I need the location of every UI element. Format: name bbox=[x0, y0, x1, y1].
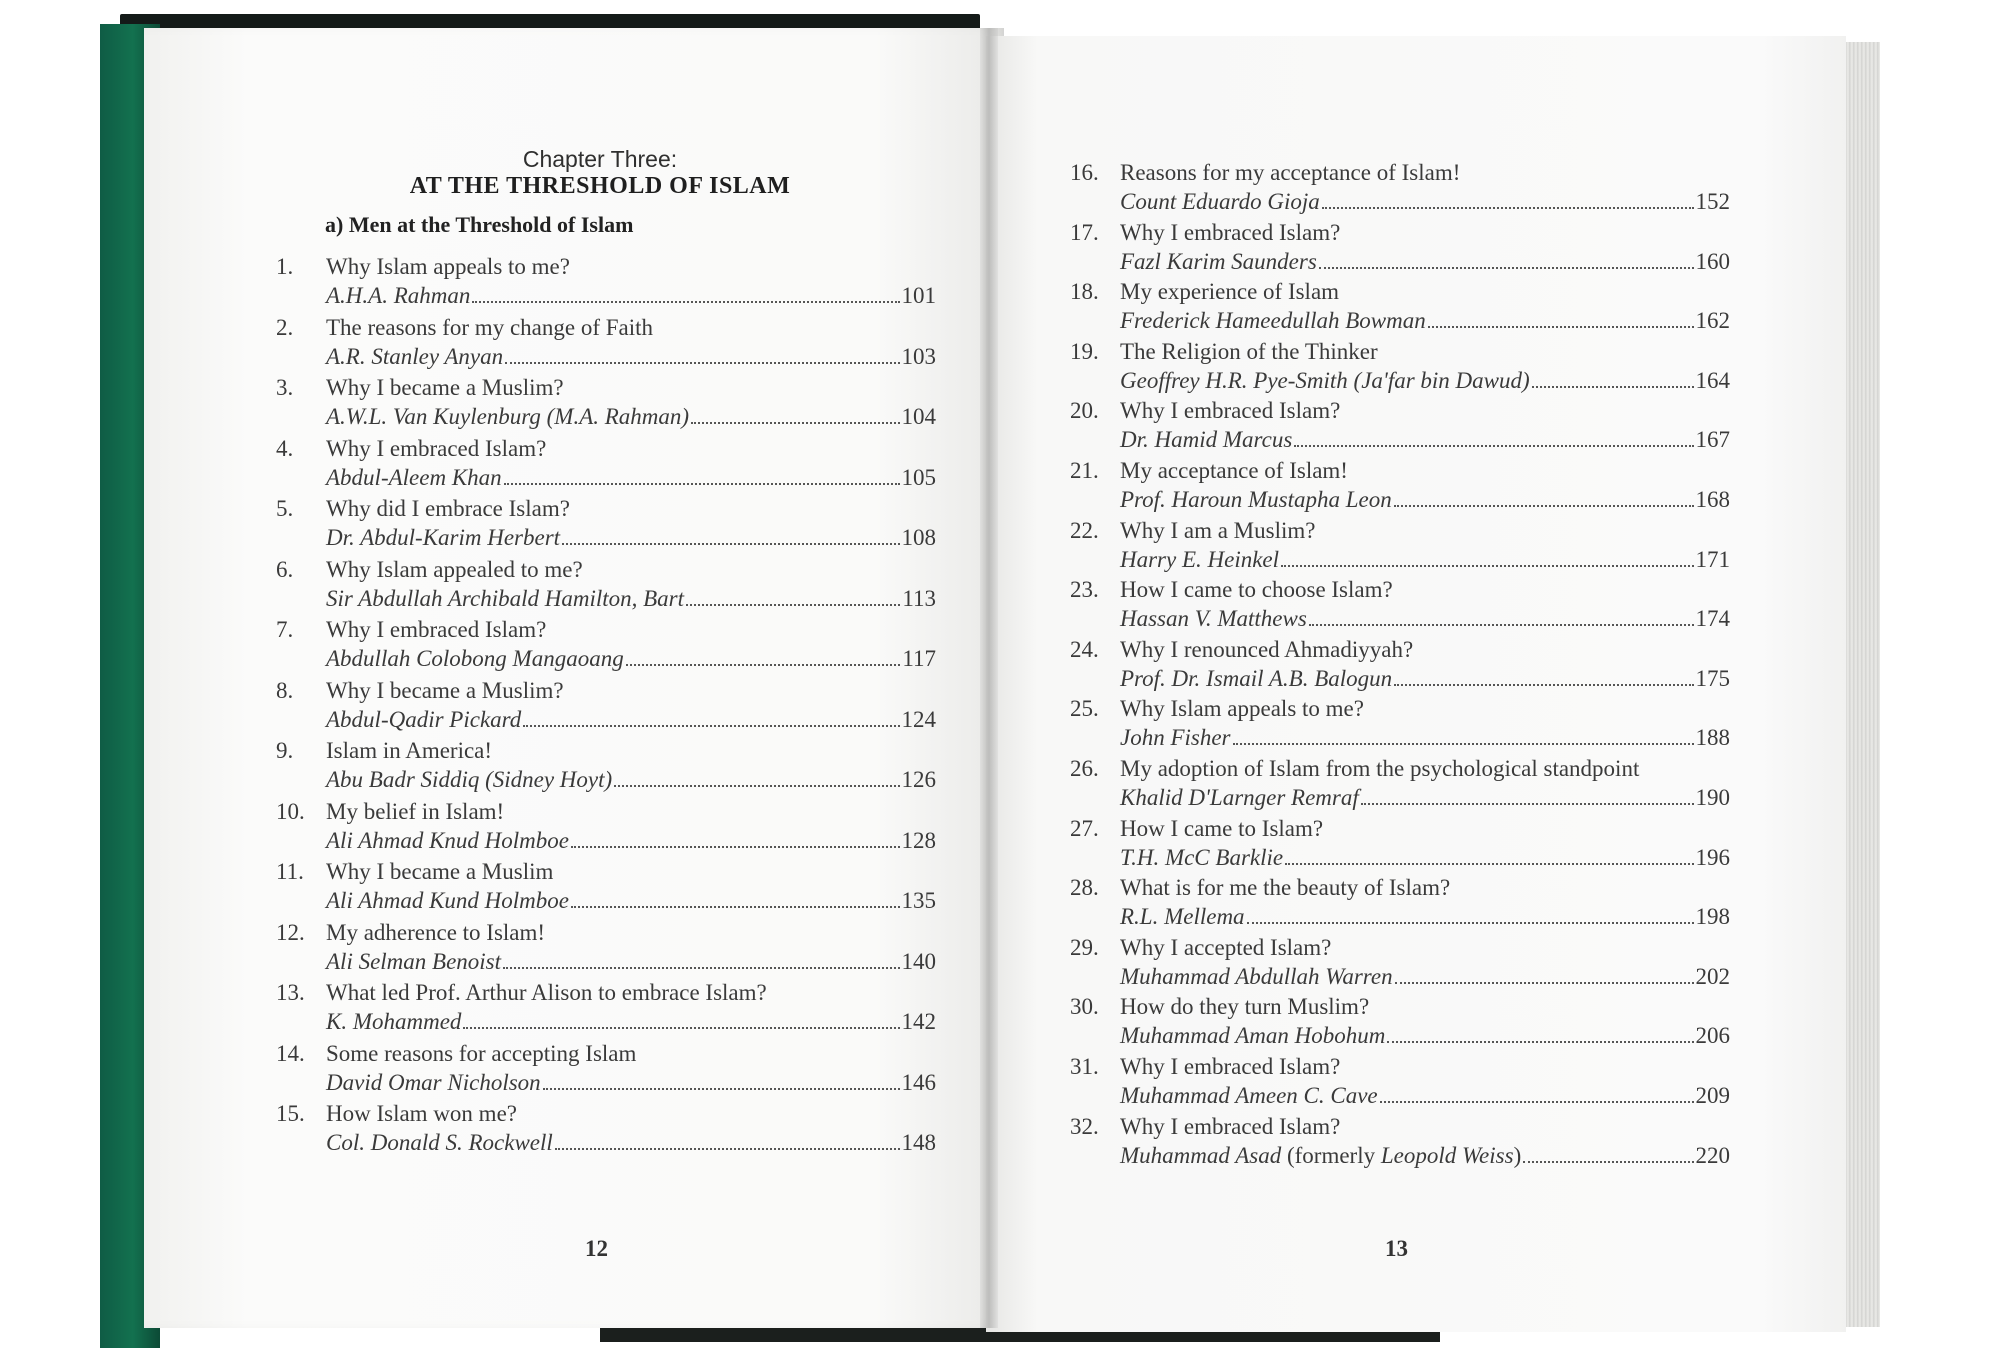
section-subheading: a) Men at the Threshold of Islam bbox=[325, 212, 634, 237]
toc-entry-author: Khalid D'Larnger Remraf bbox=[1120, 785, 1359, 810]
toc-leader-dots bbox=[686, 604, 900, 606]
toc-entry-number: 5. bbox=[276, 496, 294, 521]
page-number-left: 12 bbox=[585, 1236, 608, 1261]
toc-entry-title: The Religion of the Thinker bbox=[1120, 338, 1378, 364]
toc-entry-author-line bbox=[1120, 425, 1730, 454]
toc-entry-page: 167 bbox=[1695, 427, 1730, 453]
toc-entry-author: Col. Donald S. Rockwell bbox=[326, 1130, 553, 1155]
toc-entry-author-line bbox=[1120, 485, 1730, 514]
toc-entry-author: Abu Badr Siddiq (Sidney Hoyt) bbox=[326, 767, 613, 792]
toc-entry-author bbox=[1120, 1141, 1521, 1170]
toc-entry-author-line bbox=[1120, 962, 1730, 991]
toc-entry-page: 152 bbox=[1695, 189, 1730, 214]
toc-entry-title: Why I embraced Islam? bbox=[1120, 1054, 1341, 1079]
toc-entry-author-line bbox=[1120, 306, 1730, 335]
toc-leader-dots bbox=[505, 362, 899, 364]
toc-entry-page: 190 bbox=[1695, 785, 1730, 810]
toc-entry-author-line bbox=[326, 705, 936, 734]
toc-entry-author: Frederick Hameedullah Bowman bbox=[1120, 308, 1426, 334]
toc-entry-number: 16. bbox=[1070, 160, 1099, 185]
toc-entry-author-line bbox=[326, 1007, 936, 1036]
page-number-right: 13 bbox=[1385, 1236, 1408, 1261]
toc-leader-dots bbox=[1294, 445, 1693, 447]
toc-entry-author: Muhammad Aman Hobohum bbox=[1120, 1023, 1386, 1049]
toc-entry-number: 14. bbox=[276, 1040, 305, 1066]
toc-leader-dots bbox=[1394, 684, 1693, 686]
toc-leader-dots bbox=[504, 483, 900, 485]
toc-entry-page: 126 bbox=[901, 767, 936, 792]
toc-entry-page: 171 bbox=[1695, 546, 1730, 572]
toc-entry-page: 196 bbox=[1695, 844, 1730, 870]
toc-entry-page: 209 bbox=[1695, 1083, 1730, 1108]
toc-entry-title: My adoption of Islam from the psychological standpoint bbox=[1120, 756, 1640, 781]
toc-entry-number: 24. bbox=[1070, 636, 1099, 662]
book-gutter bbox=[980, 28, 998, 1328]
toc-entry-page: 148 bbox=[901, 1130, 936, 1155]
toc-entry-number: 11. bbox=[276, 859, 304, 884]
toc-entry-author: Fazl Karim Saunders bbox=[1120, 248, 1317, 274]
toc-entry-number: 32. bbox=[1070, 1113, 1099, 1139]
toc-entry-page: 142 bbox=[901, 1009, 936, 1034]
toc-entry-title: Why I became a Muslim? bbox=[326, 677, 564, 703]
toc-entry-author: Sir Abdullah Archibald Hamilton, Bart bbox=[326, 585, 685, 611]
toc-entry-author: Hassan V. Matthews bbox=[1120, 606, 1307, 632]
toc-entry-page: 113 bbox=[902, 585, 936, 611]
toc-entry-author-line bbox=[1120, 187, 1730, 216]
toc-entry-number: 10. bbox=[276, 798, 305, 824]
toc-entry-number: 17. bbox=[1070, 219, 1099, 245]
toc-entry-author: Abdul-Aleem Khan bbox=[326, 464, 502, 490]
toc-entry-author-line bbox=[326, 947, 936, 976]
toc-entry-author-line bbox=[1120, 723, 1730, 752]
toc-entry-page: 124 bbox=[901, 706, 936, 732]
toc-entry-page: 117 bbox=[902, 646, 936, 671]
toc-entry-title: Why I accepted Islam? bbox=[1120, 934, 1332, 960]
toc-entry-author: David Omar Nicholson bbox=[326, 1069, 541, 1095]
toc-entry-title: What is for me the beauty of Islam? bbox=[1120, 875, 1451, 901]
toc-entry-page: 220 bbox=[1695, 1142, 1730, 1168]
toc-entry-author-line bbox=[1120, 604, 1730, 633]
toc-entry-number: 28. bbox=[1070, 875, 1099, 901]
toc-entry-author: Muhammad Abdullah Warren bbox=[1120, 963, 1393, 989]
toc-entry-number: 20. bbox=[1070, 398, 1099, 424]
toc-entry-author-line bbox=[326, 644, 936, 673]
toc-leader-dots bbox=[1532, 386, 1694, 388]
toc-entry-title: Why I embraced Islam? bbox=[1120, 398, 1341, 424]
toc-leader-dots bbox=[1247, 922, 1694, 924]
toc-leader-dots bbox=[1380, 1101, 1694, 1103]
toc-entry-page: 164 bbox=[1695, 367, 1730, 393]
toc-entry-number: 1. bbox=[276, 254, 294, 279]
toc-entry-author: Ali Ahmad Knud Holmboe bbox=[326, 827, 569, 853]
toc-entry-author: A.W.L. Van Kuylenburg (M.A. Rahman) bbox=[326, 404, 690, 429]
toc-entry-author-line bbox=[1120, 1021, 1730, 1050]
toc-entry-title: Why Islam appealed to me? bbox=[326, 556, 583, 582]
toc-entry-author-line bbox=[1120, 366, 1730, 395]
toc-entry-title: Why I renounced Ahmadiyyah? bbox=[1120, 636, 1414, 662]
toc-entry-number: 25. bbox=[1070, 696, 1099, 722]
toc-entry-author: A.R. Stanley Anyan bbox=[326, 343, 504, 369]
toc-entry-title: How Islam won me? bbox=[326, 1101, 517, 1126]
toc-entry-number: 19. bbox=[1070, 338, 1099, 364]
toc-entry-title: The reasons for my change of Faith bbox=[326, 314, 654, 340]
toc-leader-dots bbox=[463, 1027, 899, 1029]
toc-leader-dots bbox=[626, 664, 901, 666]
toc-entry-page: 103 bbox=[901, 343, 936, 369]
toc-leader-dots bbox=[1428, 326, 1694, 328]
toc-entry-author: Dr. Hamid Marcus bbox=[1120, 427, 1293, 453]
chapter-label: Chapter Three: bbox=[522, 146, 678, 172]
toc-entry-title: Why I embraced Islam? bbox=[326, 617, 547, 642]
toc-leader-dots bbox=[1394, 505, 1694, 507]
toc-entry-author: Abdullah Colobong Mangaoang bbox=[326, 646, 624, 671]
toc-entry-author: John Fisher bbox=[1120, 725, 1231, 751]
toc-entry-author-line bbox=[326, 402, 936, 431]
toc-leader-dots bbox=[1281, 565, 1693, 567]
toc-entry-page: 128 bbox=[901, 827, 936, 853]
toc-entry-title: My adherence to Islam! bbox=[326, 919, 546, 945]
toc-entry-number: 21. bbox=[1070, 458, 1099, 483]
toc-entry-title: My belief in Islam! bbox=[326, 798, 505, 824]
toc-entry-number: 30. bbox=[1070, 994, 1099, 1020]
toc-entry-number: 27. bbox=[1070, 815, 1099, 841]
toc-leader-dots bbox=[691, 422, 899, 424]
toc-entry-author-line bbox=[326, 765, 936, 794]
toc-entry-title: Why I became a Muslim bbox=[326, 859, 554, 884]
toc-entry-title: What led Prof. Arthur Alison to embrace Islam? bbox=[326, 980, 767, 1005]
toc-leader-dots bbox=[614, 785, 899, 787]
toc-entry-number: 29. bbox=[1070, 934, 1099, 960]
toc-entry-author: R.L. Mellema bbox=[1120, 904, 1245, 930]
toc-entry-page: 202 bbox=[1695, 963, 1730, 989]
toc-entry-title: Why I embraced Islam? bbox=[326, 435, 547, 461]
toc-entry-page: 168 bbox=[1695, 487, 1730, 512]
toc-entry-number: 15. bbox=[276, 1101, 305, 1126]
toc-entry-page: 160 bbox=[1695, 248, 1730, 274]
toc-entry-author-line bbox=[1120, 1141, 1730, 1170]
toc-entry-page: 146 bbox=[901, 1069, 936, 1095]
toc-entry-number: 22. bbox=[1070, 517, 1099, 543]
toc-entry-author-line bbox=[1120, 843, 1730, 872]
toc-entry-page: 198 bbox=[1695, 904, 1730, 930]
toc-entry-author-line bbox=[1120, 545, 1730, 574]
toc-entry-title: My acceptance of Islam! bbox=[1120, 458, 1348, 483]
toc-leader-dots bbox=[1523, 1161, 1693, 1163]
toc-entry-number: 26. bbox=[1070, 756, 1099, 781]
toc-entry-author-line bbox=[326, 1068, 936, 1097]
toc-entry-page: 135 bbox=[901, 888, 936, 913]
toc-entry-author: T.H. McC Barklie bbox=[1120, 844, 1284, 870]
toc-entry-title: Reasons for my acceptance of Islam! bbox=[1120, 160, 1461, 185]
toc-entry-number: 12. bbox=[276, 919, 305, 945]
toc-leader-dots bbox=[571, 846, 900, 848]
toc-leader-dots bbox=[1395, 982, 1694, 984]
toc-leader-dots bbox=[503, 967, 899, 969]
toc-entry-author-line bbox=[326, 342, 936, 371]
toc-entry-number: 8. bbox=[276, 677, 294, 703]
toc-entry-author-part: ) bbox=[1513, 1142, 1522, 1168]
toc-entry-author-part: (formerly bbox=[1281, 1142, 1381, 1168]
toc-entry-author: Ali Ahmad Kund Holmboe bbox=[326, 888, 569, 913]
toc-entry-title: How I came to choose Islam? bbox=[1120, 577, 1393, 603]
toc-entry-author: Harry E. Heinkel bbox=[1120, 546, 1280, 572]
toc-entry-author-line bbox=[326, 523, 936, 552]
toc-entry-author: Abdul-Qadir Pickard bbox=[326, 706, 522, 732]
toc-entry-title: Why Islam appeals to me? bbox=[326, 254, 570, 279]
toc-entry-author-line bbox=[326, 1128, 936, 1157]
toc-entry-title: How do they turn Muslim? bbox=[1120, 994, 1370, 1020]
toc-entry-title: Some reasons for accepting Islam bbox=[326, 1040, 637, 1066]
toc-leader-dots bbox=[472, 301, 899, 303]
toc-leader-dots bbox=[571, 906, 900, 908]
toc-leader-dots bbox=[1361, 803, 1694, 805]
toc-entry-author: K. Mohammed bbox=[326, 1009, 462, 1034]
toc-entry-number: 23. bbox=[1070, 577, 1099, 603]
toc-entry-number: 4. bbox=[276, 435, 294, 461]
toc-entry-page: 108 bbox=[901, 525, 936, 550]
toc-entry-number: 9. bbox=[276, 738, 294, 763]
toc-entry-author-line bbox=[1120, 902, 1730, 931]
toc-entry-title: Why Islam appeals to me? bbox=[1120, 696, 1364, 722]
toc-entry-author-line bbox=[1120, 783, 1730, 812]
toc-entry-page: 188 bbox=[1695, 725, 1730, 751]
toc-entry-page: 101 bbox=[901, 283, 936, 308]
toc-entry-title: How I came to Islam? bbox=[1120, 815, 1324, 841]
toc-entry-page: 206 bbox=[1695, 1023, 1730, 1049]
toc-entry-author: Prof. Haroun Mustapha Leon bbox=[1120, 487, 1392, 512]
toc-entry-page: 105 bbox=[901, 464, 936, 490]
toc-entry-author: Prof. Dr. Ismail A.B. Balogun bbox=[1120, 665, 1393, 691]
toc-entry-author-line bbox=[326, 281, 936, 310]
toc-entry-number: 31. bbox=[1070, 1054, 1099, 1079]
toc-entry-number: 2. bbox=[276, 314, 294, 340]
toc-leader-dots bbox=[1322, 207, 1694, 209]
toc-entry-author-line bbox=[326, 584, 936, 613]
toc-leader-dots bbox=[1387, 1041, 1693, 1043]
toc-entry-title: Why I became a Muslim? bbox=[326, 375, 564, 400]
toc-leader-dots bbox=[523, 725, 899, 727]
toc-entry-page: 174 bbox=[1695, 606, 1730, 632]
toc-entry-author: Geoffrey H.R. Pye-Smith (Ja'far bin Dawud) bbox=[1120, 367, 1530, 393]
toc-entry-page: 162 bbox=[1695, 308, 1730, 334]
toc-entry-title: Why I am a Muslim? bbox=[1120, 517, 1316, 543]
toc-entry-author-line bbox=[1120, 1081, 1730, 1110]
toc-entry-page: 104 bbox=[901, 404, 936, 429]
toc-entry-title: Why I embraced Islam? bbox=[1120, 219, 1341, 245]
chapter-heading: AT THE THRESHOLD OF ISLAM bbox=[409, 173, 791, 199]
toc-entry-author-line bbox=[1120, 247, 1730, 276]
toc-entry-author-line bbox=[326, 463, 936, 492]
toc-leader-dots bbox=[555, 1148, 900, 1150]
toc-entry-author-part: Leopold Weiss bbox=[1380, 1142, 1514, 1168]
toc-leader-dots bbox=[1233, 743, 1694, 745]
toc-entry-author: A.H.A. Rahman bbox=[326, 283, 471, 308]
toc-entry-author: Muhammad Ameen C. Cave bbox=[1120, 1083, 1378, 1108]
toc-entry-number: 13. bbox=[276, 980, 305, 1005]
toc-leader-dots bbox=[1285, 863, 1693, 865]
toc-entry-number: 7. bbox=[276, 617, 294, 642]
toc-entry-number: 18. bbox=[1070, 279, 1099, 305]
toc-entry-author-line bbox=[326, 826, 936, 855]
page-edges bbox=[1846, 42, 1880, 1327]
toc-entry-author: Ali Selman Benoist bbox=[326, 948, 502, 974]
toc-entry-author-line bbox=[1120, 664, 1730, 693]
toc-entry-title: My experience of Islam bbox=[1120, 279, 1340, 305]
toc-entry-author-line bbox=[326, 886, 936, 915]
toc-leader-dots bbox=[1319, 267, 1694, 269]
toc-entry-title: Islam in America! bbox=[326, 738, 493, 763]
toc-leader-dots bbox=[543, 1088, 900, 1090]
toc-entry-title: Why did I embrace Islam? bbox=[326, 496, 570, 521]
toc-entry-page: 175 bbox=[1695, 665, 1730, 691]
toc-entry-author: Count Eduardo Gioja bbox=[1120, 189, 1320, 214]
toc-leader-dots bbox=[562, 543, 899, 545]
toc-entry-number: 6. bbox=[276, 556, 294, 582]
toc-leader-dots bbox=[1309, 624, 1694, 626]
toc-entry-author-part: Muhammad Asad bbox=[1120, 1142, 1282, 1168]
toc-entry-number: 3. bbox=[276, 375, 294, 400]
toc-entry-title: Why I embraced Islam? bbox=[1120, 1113, 1341, 1139]
toc-entry-author: Dr. Abdul-Karim Herbert bbox=[326, 525, 561, 550]
toc-entry-page: 140 bbox=[901, 948, 936, 974]
